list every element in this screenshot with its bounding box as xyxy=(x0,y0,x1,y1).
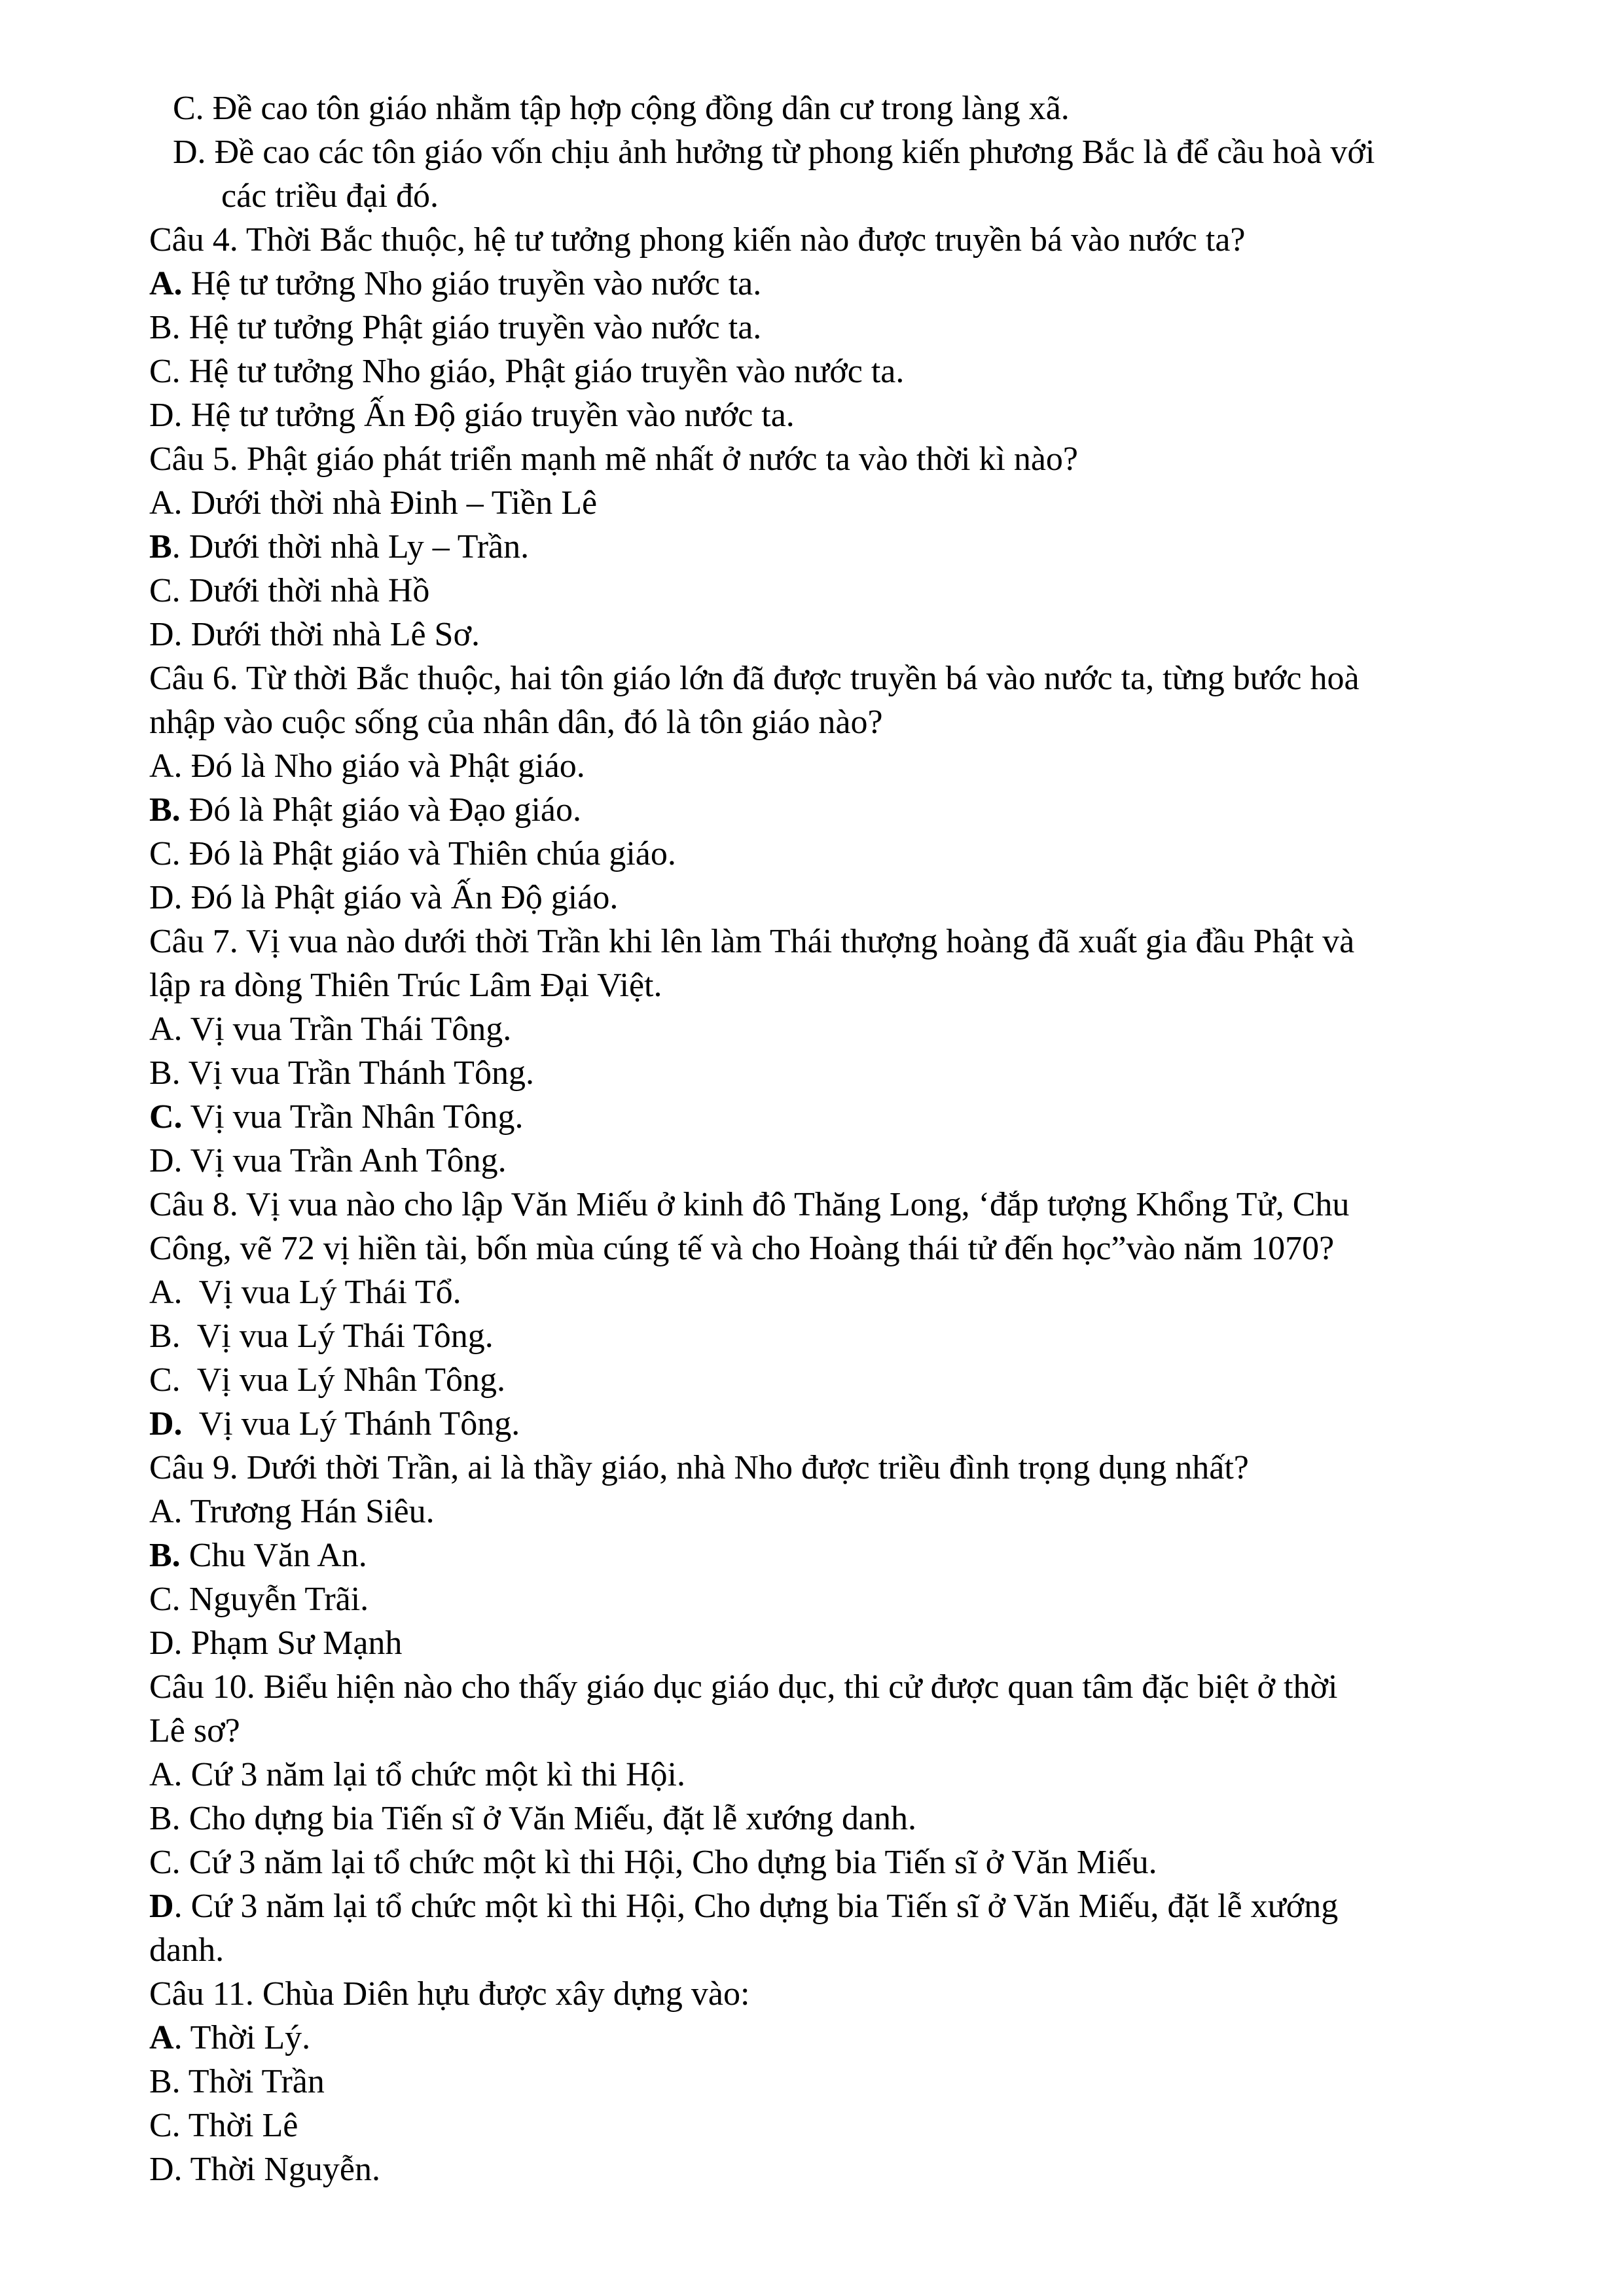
question-5-option-a xyxy=(149,481,1537,525)
question-4-option-b xyxy=(149,306,1537,350)
question-11-option-c xyxy=(149,2104,1537,2147)
option-letter: C. xyxy=(149,572,181,609)
option-letter: A. xyxy=(149,1011,183,1048)
option-letter: B. xyxy=(149,309,181,346)
question-4-option-d xyxy=(149,393,1537,437)
question-9-option-a xyxy=(149,1490,1537,1534)
option-letter: D. xyxy=(173,134,206,171)
option-text: . Thời Lý. xyxy=(173,2019,311,2056)
document-content xyxy=(149,86,1537,2191)
prev-option-c xyxy=(149,86,1537,130)
question-5-option-b xyxy=(149,525,1537,569)
question-7-stem-continuation: lập ra dòng Thiên Trúc Lâm Đại Việt. xyxy=(149,967,662,1004)
question-6-option-c xyxy=(149,832,1537,876)
question-10-option-d xyxy=(149,1884,1537,1928)
question-4-option-c xyxy=(149,350,1537,393)
option-letter: A. xyxy=(149,1274,183,1311)
question-9-option-c xyxy=(149,1577,1537,1621)
question-11-option-d xyxy=(149,2147,1537,2191)
option-text: Thời Lê xyxy=(180,2107,298,2144)
option-text: Đề cao các tôn giáo vốn chịu ảnh hưởng từ phong kiến phương Bắc là để cầu hoà với xyxy=(206,134,1375,171)
question-10-option-c xyxy=(149,1840,1537,1884)
option-text: . Cứ 3 năm lại tổ chức một kì thi Hội, Cho dựng bia Tiến sĩ ở Văn Miếu, đặt lễ xướng xyxy=(173,1888,1339,1925)
question-6-option-a xyxy=(149,744,1537,788)
option-text: Vị vua Trần Anh Tông. xyxy=(182,1142,507,1179)
option-text: Vị vua Lý Thái Tông. xyxy=(180,1318,494,1355)
question-7-option-d xyxy=(149,1139,1537,1183)
option-letter: A. xyxy=(149,1493,183,1530)
option-letter: D. xyxy=(149,1624,183,1662)
option-text: . Dưới thời nhà Ly – Trần. xyxy=(171,528,530,565)
option-text: Vị vua Trần Thánh Tông. xyxy=(180,1054,534,1092)
option-text: Đó là Phật giáo và Đạo giáo. xyxy=(180,791,581,829)
option-letter: B. xyxy=(149,2063,181,2100)
option-text: Cho dựng bia Tiến sĩ ở Văn Miếu, đặt lễ xướng danh. xyxy=(180,1800,917,1837)
question-10-option-b xyxy=(149,1797,1537,1840)
option-text: Hệ tư tưởng Nho giáo truyền vào nước ta. xyxy=(182,265,762,302)
question-9-stem: Câu 9. Dưới thời Trần, ai là thầy giáo, nhà Nho được triều đình trọng dụng nhất? xyxy=(149,1449,1249,1486)
option-text: Đó là Nho giáo và Phật giáo. xyxy=(182,747,585,785)
option-letter: C. xyxy=(149,1844,181,1881)
option-text: Dưới thời nhà Hồ xyxy=(180,572,430,609)
option-letter: C. xyxy=(149,1361,181,1399)
option-letter: D. xyxy=(149,1142,183,1179)
option-letter: D. xyxy=(149,397,183,434)
option-letter: A. xyxy=(149,484,183,522)
option-letter: C. xyxy=(149,1581,181,1618)
option-text: Đó là Phật giáo và Ấn Độ giáo. xyxy=(182,879,619,916)
question-8-option-d xyxy=(149,1402,1537,1446)
question-5-option-d xyxy=(149,613,1537,656)
question-8-stem: Câu 8. Vị vua nào cho lập Văn Miếu ở kinh đô Thăng Long, ‘đắp tượng Khổng Tử, Chu xyxy=(149,1186,1350,1223)
option-text: Vị vua Trần Nhân Tông. xyxy=(182,1098,524,1136)
question-8-stem-continuation: Công, vẽ 72 vị hiền tài, bốn mùa cúng tế và cho Hoàng thái tử đến học”vào năm 1070? xyxy=(149,1230,1335,1267)
option-letter: C. xyxy=(173,90,204,127)
option-text: Hệ tư tưởng Ấn Độ giáo truyền vào nước ta. xyxy=(182,397,795,434)
option-text: Thời Nguyễn. xyxy=(182,2151,380,2188)
option-letter: C. xyxy=(149,353,181,390)
option-text: Vị vua Lý Thái Tổ. xyxy=(182,1274,461,1311)
prev-option-d xyxy=(149,130,1537,174)
option-letter: A. xyxy=(149,265,183,302)
question-8-option-a xyxy=(149,1270,1537,1314)
question-8-option-b xyxy=(149,1314,1537,1358)
option-letter: B xyxy=(149,528,172,565)
option-letter: D. xyxy=(149,2151,183,2188)
option-text: Phạm Sư Mạnh xyxy=(182,1624,403,1662)
question-5-option-c xyxy=(149,569,1537,613)
option-letter: B. xyxy=(149,1054,181,1092)
question-7-option-c xyxy=(149,1095,1537,1139)
question-6-option-d xyxy=(149,876,1537,920)
option-letter: D. xyxy=(149,879,183,916)
option-text: Vị vua Lý Thánh Tông. xyxy=(182,1405,520,1443)
option-text: Chu Văn An. xyxy=(180,1537,367,1574)
question-11-option-a xyxy=(149,2016,1537,2060)
option-letter: C. xyxy=(149,1098,183,1136)
question-9-option-d xyxy=(149,1621,1537,1665)
option-text: Đề cao tôn giáo nhằm tập hợp cộng đồng dân cư trong làng xã. xyxy=(204,90,1070,127)
question-6-option-b xyxy=(149,788,1537,832)
question-11-option-b xyxy=(149,2060,1537,2104)
option-text: Vị vua Trần Thái Tông. xyxy=(182,1011,512,1048)
question-10-option-a xyxy=(149,1753,1537,1797)
option-letter: D xyxy=(149,1888,174,1925)
option-text: Cứ 3 năm lại tổ chức một kì thi Hội. xyxy=(182,1756,685,1793)
question-4-option-a xyxy=(149,262,1537,306)
option-text: Đó là Phật giáo và Thiên chúa giáo. xyxy=(180,835,676,872)
question-7-option-b xyxy=(149,1051,1537,1095)
option-letter: A xyxy=(149,2019,174,2056)
question-7-option-a xyxy=(149,1007,1537,1051)
question-8-option-c xyxy=(149,1358,1537,1402)
question-6-stem-continuation: nhập vào cuộc sống của nhân dân, đó là tôn giáo nào? xyxy=(149,704,883,741)
option-letter: B. xyxy=(149,1318,181,1355)
option-letter: B. xyxy=(149,1800,181,1837)
option-letter: D. xyxy=(149,616,183,653)
question-5-stem: Câu 5. Phật giáo phát triển mạnh mẽ nhất ở nước ta vào thời kì nào? xyxy=(149,440,1079,478)
option-letter: A. xyxy=(149,1756,183,1793)
question-11-stem: Câu 11. Chùa Diên hựu được xây dựng vào: xyxy=(149,1975,750,2013)
prev-option-d-continuation: các triều đại đó. xyxy=(221,177,439,215)
option-letter: B. xyxy=(149,1537,181,1574)
question-4-stem: Câu 4. Thời Bắc thuộc, hệ tư tưởng phong kiến nào được truyền bá vào nước ta? xyxy=(149,221,1246,259)
option-text: Thời Trần xyxy=(180,2063,325,2100)
option-text: Cứ 3 năm lại tổ chức một kì thi Hội, Cho dựng bia Tiến sĩ ở Văn Miếu. xyxy=(180,1844,1157,1881)
question-10-stem: Câu 10. Biểu hiện nào cho thấy giáo dục giáo dục, thi cử được quan tâm đặc biệt ở thời xyxy=(149,1668,1338,1706)
option-text: Vị vua Lý Nhân Tông. xyxy=(180,1361,506,1399)
option-text: Hệ tư tưởng Phật giáo truyền vào nước ta. xyxy=(180,309,762,346)
question-9-option-b xyxy=(149,1534,1537,1577)
option-text: Dưới thời nhà Lê Sơ. xyxy=(182,616,480,653)
option-letter: B. xyxy=(149,791,181,829)
option-text: Nguyễn Trãi. xyxy=(180,1581,369,1618)
option-letter: C. xyxy=(149,2107,181,2144)
question-10-stem-continuation: Lê sơ? xyxy=(149,1712,240,1749)
option-text: Dưới thời nhà Đinh – Tiền Lê xyxy=(182,484,598,522)
question-7-stem: Câu 7. Vị vua nào dưới thời Trần khi lên làm Thái thượng hoàng đã xuất gia đầu Phật và xyxy=(149,923,1355,960)
question-6-stem: Câu 6. Từ thời Bắc thuộc, hai tôn giáo lớn đã được truyền bá vào nước ta, từng bước hoà xyxy=(149,660,1360,697)
option-letter: D. xyxy=(149,1405,183,1443)
option-text: Hệ tư tưởng Nho giáo, Phật giáo truyền vào nước ta. xyxy=(180,353,905,390)
option-text: Trương Hán Siêu. xyxy=(182,1493,435,1530)
question-10-option-d-continuation: danh. xyxy=(149,1931,225,1969)
option-letter: A. xyxy=(149,747,183,785)
option-letter: C. xyxy=(149,835,181,872)
